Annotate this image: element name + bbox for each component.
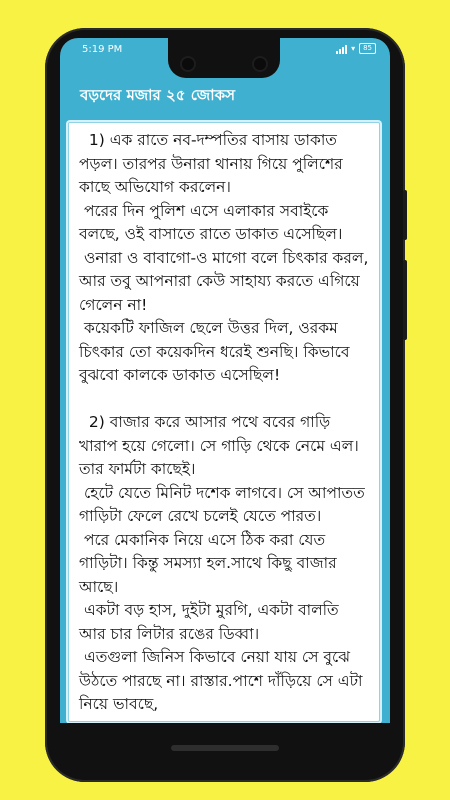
status-time: 5:19 PM [82,44,123,55]
wifi-icon: ▾ [351,44,356,53]
page-title: বড়দের মজার ২৫ জোকস [80,86,235,104]
battery-icon: 85 [359,43,376,54]
power-button [403,260,407,340]
status-icons [336,43,376,54]
camera-notch [168,36,280,78]
sensor-icon [254,58,266,70]
signal-icon [336,44,347,54]
jokes-content[interactable] [68,122,380,722]
joke-text: 1) এক রাতে নব-দম্পতির বাসায় ডাকাত পড়ল। তারপর উনারা থানায় গিয়ে পুলিশের কাছে অভিযোগ করলেন। পরের দিন পুলিশ এসে এলাকার সবাইকে বলছে, ওই বাসাতে রাতে ডাকাত এসেছিল। ওনারা ও বাবাগো-ও মাগো বলে চিৎকার করল, আর তবু আপনারা কেউ সাহায্য করতে এগিয়ে গেলেন না! কয়েকটি ফাজিল ছেলে উত্তর দিল, ওরকম চিৎকার তো কয়েকদিন ধরেই শুনছি। কিভাবে বুঝবো কালকে ডাকাত এসেছিল! 2) বাজার করে আসার পথে ববের গাড়ি খারাপ হয়ে গেলো। সে গাড়ি থেকে নেমে এল। তার ফার্মটা কাছেই। হেটে যেতে মিনিট দশেক লাগবে। সে আপাতত গাড়িটা ফেলে রেখে চলেই যেতে পারত। পরে মেকানিক নিয়ে এসে ঠিক করা যেত গাড়িটা। কিন্তু সমস্যা হল.সাথে কিছু বাজার আছে। একটা বড় হাস, দুইটা মুরগি, একটা বালতি আর চার লিটার রঙের ডিব্বা। এতগুলা জিনিস কিভাবে নেয়া যায় সে বুঝে উঠতে পারছে না। রাস্তার.পাশে দাঁড়িয়ে সে এটা নিয়ে ভাবছে, [79,131,369,713]
home-indicator[interactable] [171,745,279,751]
camera-icon [182,58,194,70]
app-screen [60,38,390,723]
volume-button [403,190,407,240]
